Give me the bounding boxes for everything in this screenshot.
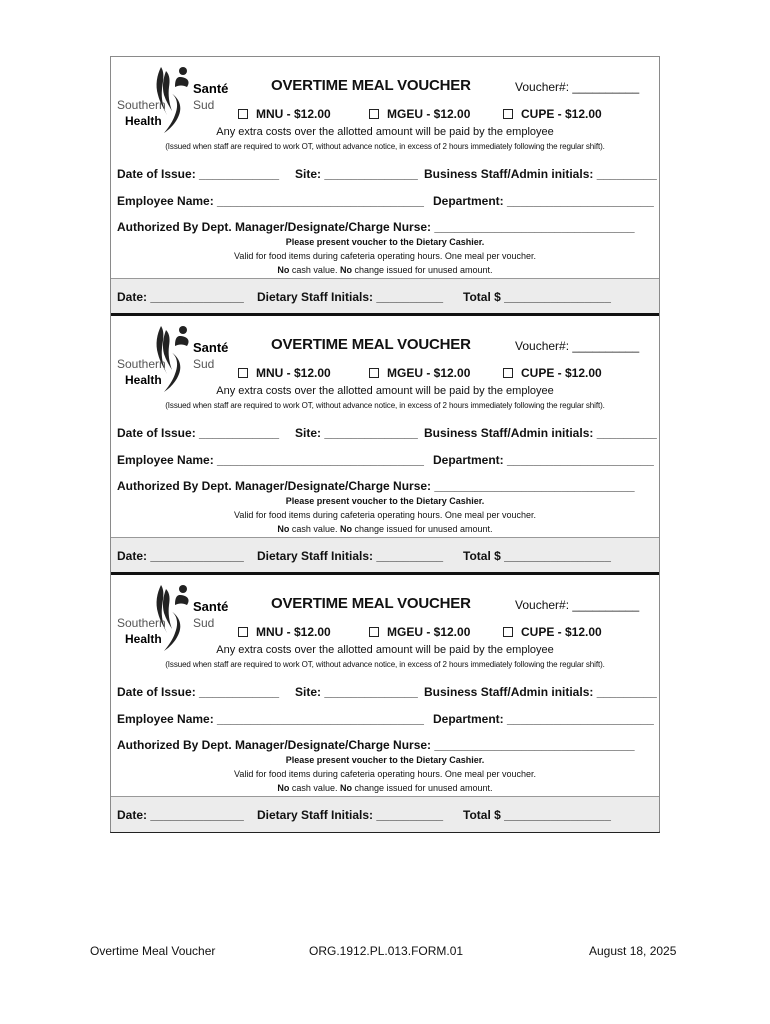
option-label: MNU - $12.00 bbox=[256, 366, 331, 380]
department-field[interactable]: Department: ______________________ bbox=[433, 712, 654, 726]
voucher bbox=[111, 313, 659, 572]
option-cupe[interactable] bbox=[503, 107, 602, 121]
option-label: CUPE - $12.00 bbox=[521, 366, 602, 380]
checkbox-icon[interactable] bbox=[238, 109, 248, 119]
voucher-title: OVERTIME MEAL VOUCHER bbox=[271, 77, 471, 94]
no-cash-note: No cash value. No change issued for unused amount. bbox=[277, 265, 493, 275]
cashier-note: Please present voucher to the Dietary Cashier. bbox=[285, 496, 485, 506]
voucher-title: OVERTIME MEAL VOUCHER bbox=[271, 595, 471, 612]
site-field[interactable]: Site: ______________ bbox=[295, 167, 418, 181]
option-mgeu[interactable] bbox=[369, 366, 470, 380]
valid-note: Valid for food items during cafeteria operating hours. One meal per voucher. bbox=[233, 769, 536, 779]
logo-health-text: Health bbox=[125, 114, 162, 128]
checkbox-icon[interactable] bbox=[369, 109, 379, 119]
total-field[interactable]: Total $ ________________ bbox=[463, 290, 611, 304]
option-label: MGEU - $12.00 bbox=[387, 625, 471, 639]
extra-costs-note: Any extra costs over the allotted amount will be paid by the employee bbox=[216, 126, 554, 138]
site-field[interactable]: Site: ______________ bbox=[295, 685, 418, 699]
logo-sud-text: Sud bbox=[193, 98, 215, 112]
checkbox-icon[interactable] bbox=[238, 627, 248, 637]
logo-southern-text: Southern bbox=[117, 357, 166, 371]
option-mgeu[interactable] bbox=[369, 107, 470, 121]
logo-sante-text: Santé bbox=[193, 340, 229, 355]
issued-note: (Issued when staff are required to work OT, without advance notice, in excess of 2 hours immediately following the regular shift). bbox=[165, 142, 605, 151]
voucher-number-field[interactable]: Voucher#: __________ bbox=[515, 339, 640, 353]
authorized-by-field[interactable]: Authorized By Dept. Manager/Designate/Charge Nurse: ______________________________ bbox=[117, 220, 635, 234]
authorized-by-field[interactable]: Authorized By Dept. Manager/Designate/Charge Nurse: ______________________________ bbox=[117, 479, 635, 493]
no-cash-note: No cash value. No change issued for unused amount. bbox=[277, 783, 493, 793]
checkbox-icon[interactable] bbox=[369, 627, 379, 637]
logo-sud-text: Sud bbox=[193, 357, 215, 371]
voucher bbox=[111, 572, 659, 831]
valid-note: Valid for food items during cafeteria operating hours. One meal per voucher. bbox=[233, 510, 536, 520]
dietary-staff-initials-field[interactable]: Dietary Staff Initials: __________ bbox=[257, 808, 444, 822]
extra-costs-note: Any extra costs over the allotted amount will be paid by the employee bbox=[216, 644, 554, 656]
date-field[interactable]: Date: ______________ bbox=[117, 290, 244, 304]
site-field[interactable]: Site: ______________ bbox=[295, 426, 418, 440]
voucher-title: OVERTIME MEAL VOUCHER bbox=[271, 336, 471, 353]
date-field[interactable]: Date: ______________ bbox=[117, 549, 244, 563]
checkbox-icon[interactable] bbox=[503, 109, 513, 119]
option-cupe[interactable] bbox=[503, 625, 602, 639]
business-staff-initials-field[interactable]: Business Staff/Admin initials: _________ bbox=[424, 426, 657, 440]
date-of-issue-field[interactable]: Date of Issue: ____________ bbox=[117, 426, 280, 440]
logo-health-text: Health bbox=[125, 373, 162, 387]
footer-date: August 18, 2025 bbox=[589, 944, 677, 958]
voucher-number-field[interactable]: Voucher#: __________ bbox=[515, 598, 640, 612]
option-label: MGEU - $12.00 bbox=[387, 366, 471, 380]
dietary-band bbox=[111, 278, 659, 314]
logo-health-text: Health bbox=[125, 632, 162, 646]
checkbox-icon[interactable] bbox=[369, 368, 379, 378]
department-field[interactable]: Department: ______________________ bbox=[433, 453, 654, 467]
option-mgeu[interactable] bbox=[369, 625, 470, 639]
dietary-staff-initials-field[interactable]: Dietary Staff Initials: __________ bbox=[257, 549, 444, 563]
checkbox-icon[interactable] bbox=[503, 627, 513, 637]
voucher-number-field[interactable]: Voucher#: __________ bbox=[515, 80, 640, 94]
dietary-staff-initials-field[interactable]: Dietary Staff Initials: __________ bbox=[257, 290, 444, 304]
footer-form-code: ORG.1912.PL.013.FORM.01 bbox=[309, 944, 464, 958]
authorized-by-field[interactable]: Authorized By Dept. Manager/Designate/Charge Nurse: ______________________________ bbox=[117, 738, 635, 752]
southern-health-logo bbox=[117, 581, 229, 651]
option-mnu[interactable] bbox=[238, 625, 331, 639]
total-field[interactable]: Total $ ________________ bbox=[463, 808, 611, 822]
no-cash-note: No cash value. No change issued for unused amount. bbox=[277, 524, 493, 534]
logo-sud-text: Sud bbox=[193, 616, 215, 630]
logo-southern-text: Southern bbox=[117, 98, 166, 112]
logo-sante-text: Santé bbox=[193, 599, 229, 614]
employee-name-field[interactable]: Employee Name: _______________________________ bbox=[117, 712, 424, 726]
option-mnu[interactable] bbox=[238, 366, 331, 380]
logo-sante-text: Santé bbox=[193, 81, 229, 96]
date-of-issue-field[interactable]: Date of Issue: ____________ bbox=[117, 685, 280, 699]
cashier-note: Please present voucher to the Dietary Cashier. bbox=[285, 237, 485, 247]
employee-name-field[interactable]: Employee Name: _______________________________ bbox=[117, 453, 424, 467]
option-label: CUPE - $12.00 bbox=[521, 625, 602, 639]
extra-costs-note: Any extra costs over the allotted amount will be paid by the employee bbox=[216, 385, 554, 397]
department-field[interactable]: Department: ______________________ bbox=[433, 194, 654, 208]
option-label: MNU - $12.00 bbox=[256, 107, 331, 121]
footer-form-name: Overtime Meal Voucher bbox=[90, 944, 216, 958]
dietary-band bbox=[111, 537, 659, 573]
business-staff-initials-field[interactable]: Business Staff/Admin initials: _________ bbox=[424, 685, 657, 699]
option-cupe[interactable] bbox=[503, 366, 602, 380]
southern-health-logo bbox=[117, 63, 229, 133]
option-mnu[interactable] bbox=[238, 107, 331, 121]
date-of-issue-field[interactable]: Date of Issue: ____________ bbox=[117, 167, 280, 181]
cashier-note: Please present voucher to the Dietary Cashier. bbox=[285, 755, 485, 765]
valid-note: Valid for food items during cafeteria operating hours. One meal per voucher. bbox=[233, 251, 536, 261]
option-label: MGEU - $12.00 bbox=[387, 107, 471, 121]
date-field[interactable]: Date: ______________ bbox=[117, 808, 244, 822]
issued-note: (Issued when staff are required to work OT, without advance notice, in excess of 2 hours immediately following the regular shift). bbox=[165, 401, 605, 410]
total-field[interactable]: Total $ ________________ bbox=[463, 549, 611, 563]
voucher-sheet bbox=[110, 56, 660, 833]
issued-note: (Issued when staff are required to work OT, without advance notice, in excess of 2 hours immediately following the regular shift). bbox=[165, 660, 605, 669]
logo-southern-text: Southern bbox=[117, 616, 166, 630]
checkbox-icon[interactable] bbox=[503, 368, 513, 378]
business-staff-initials-field[interactable]: Business Staff/Admin initials: _________ bbox=[424, 167, 657, 181]
voucher bbox=[111, 57, 659, 313]
dietary-band bbox=[111, 796, 659, 832]
option-label: CUPE - $12.00 bbox=[521, 107, 602, 121]
southern-health-logo bbox=[117, 322, 229, 392]
employee-name-field[interactable]: Employee Name: _______________________________ bbox=[117, 194, 424, 208]
option-label: MNU - $12.00 bbox=[256, 625, 331, 639]
checkbox-icon[interactable] bbox=[238, 368, 248, 378]
